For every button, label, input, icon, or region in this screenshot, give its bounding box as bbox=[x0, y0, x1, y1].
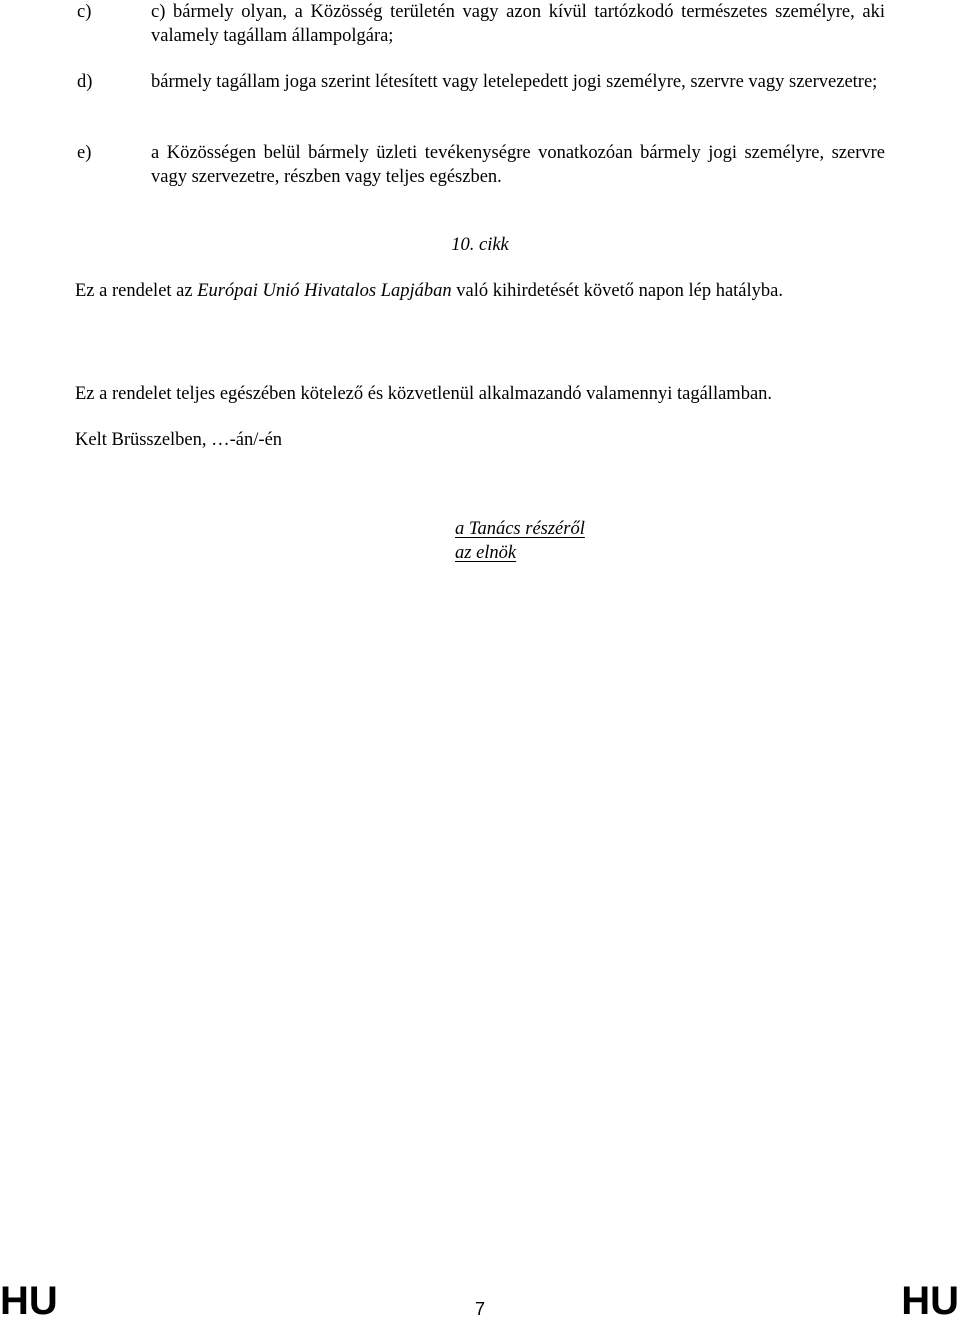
list-item-label: c) bbox=[77, 2, 92, 22]
list-item-text: bármely tagállam joga szerint létesített vagy letelepedett jogi személyre, szervre vagy szervezetre; bbox=[151, 72, 878, 92]
binding-clause: Ez a rendelet teljes egészében kötelező és közvetlenül alkalmazandó valamennyi tagállamban. bbox=[75, 384, 773, 404]
done-at-line: Kelt Brüsszelben, …-án/-én bbox=[75, 430, 283, 450]
article-body-prefix: Ez a rendelet az bbox=[75, 281, 198, 301]
article-body-journal: Európai Unió Hivatalos Lapjában bbox=[197, 281, 452, 301]
signature-line-president: az elnök bbox=[455, 543, 517, 563]
article-body bbox=[75, 279, 885, 303]
footer-language-mark-left: HU bbox=[0, 1279, 58, 1323]
list-item-text: c) bármely olyan, a Közösség területén vagy azon kívül tartózkodó természetes személyre, aki valamely tagállam állampolgára; bbox=[151, 2, 885, 46]
footer-language-mark-right: HU bbox=[901, 1279, 959, 1323]
page-number: 7 bbox=[474, 1299, 485, 1319]
signature-line-council: a Tanács részéről bbox=[455, 519, 585, 539]
article-heading: 10. cikk bbox=[451, 235, 509, 255]
list-item-text: a Közösségen belül bármely üzleti tevékenységre vonatkozóan bármely jogi személyre, szervre vagy szervezetre, részben vagy teljes egészben. bbox=[151, 143, 885, 187]
list-item-label: d) bbox=[77, 72, 93, 92]
list-item-label: e) bbox=[77, 143, 92, 163]
article-body-suffix: való kihirdetését követő napon lép hatályba. bbox=[451, 281, 783, 301]
